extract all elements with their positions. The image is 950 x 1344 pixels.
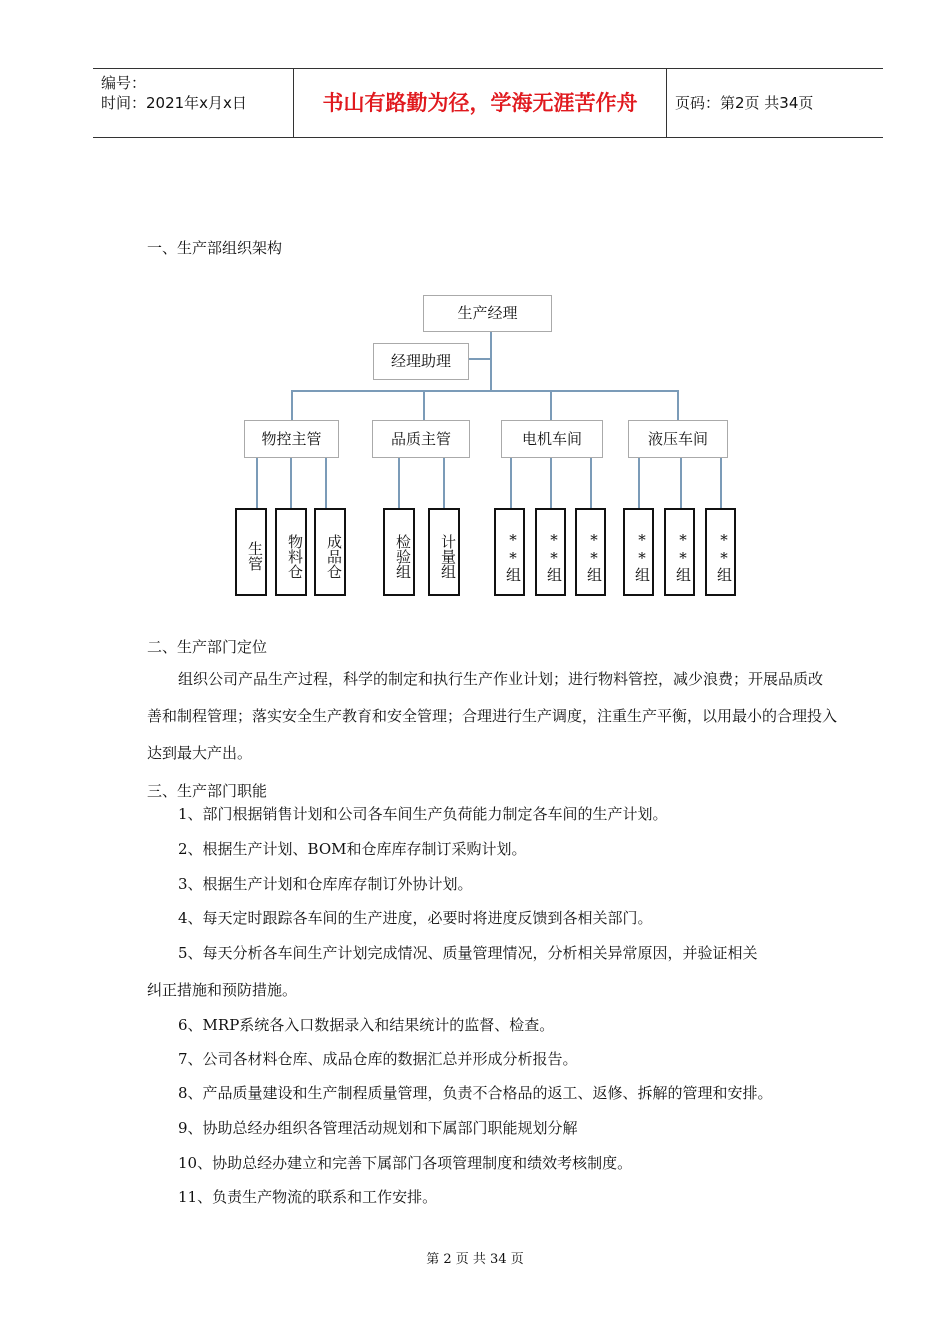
number-label: 编号： <box>101 74 147 92</box>
page-header <box>93 68 883 138</box>
connector-line <box>720 458 722 508</box>
connector-line <box>638 458 640 508</box>
org-node-sub: **组 <box>575 508 606 596</box>
connector-line <box>291 390 679 392</box>
connector-line <box>256 458 258 508</box>
org-node-sub: **组 <box>494 508 525 596</box>
org-node-dept: 品质主管 <box>372 420 470 458</box>
connector-line <box>325 458 327 508</box>
org-node-assistant: 经理助理 <box>373 343 469 380</box>
list-item: 1、部门根据销售计划和公司各车间生产负荷能力制定各车间的生产计划。 <box>178 805 668 823</box>
list-item: 5、每天分析各车间生产计划完成情况、质量管理情况，分析相关异常原因，并验证相关 <box>178 944 758 962</box>
org-node-manager: 生产经理 <box>423 295 552 332</box>
org-node-dept: 液压车间 <box>628 420 728 458</box>
list-item: 9、协助总经办组织各管理活动规划和下属部门职能规划分解 <box>178 1119 578 1137</box>
time-label: 时间：2021年x月x日 <box>101 94 247 112</box>
page-footer: 第 2 页 共 34 页 <box>426 1252 524 1267</box>
list-item: 11、负责生产物流的联系和工作安排。 <box>178 1188 438 1206</box>
list-item: 3、根据生产计划和仓库库存制订外协计划。 <box>178 875 473 893</box>
header-meta <box>101 73 291 113</box>
org-node-sub: **组 <box>535 508 566 596</box>
connector-line <box>550 390 552 420</box>
connector-line <box>550 458 552 508</box>
org-node-sub: 生管 <box>235 508 267 596</box>
list-item: 10、协助总经办建立和完善下属部门各项管理制度和绩效考核制度。 <box>178 1154 633 1172</box>
connector-line <box>423 390 425 420</box>
connector-line <box>398 458 400 508</box>
connector-line <box>510 458 512 508</box>
header-page-info: 页码：第2页 共34页 <box>675 94 814 112</box>
org-node-sub: 检验组 <box>383 508 415 596</box>
connector-line <box>490 332 492 392</box>
header-divider <box>666 69 667 137</box>
connector-line <box>677 390 679 420</box>
connector-line <box>443 458 445 508</box>
org-node-sub: **组 <box>705 508 736 596</box>
org-node-sub: 物料仓 <box>275 508 307 596</box>
section-title-3: 三、生产部门职能 <box>147 782 268 800</box>
connector-line <box>291 390 293 420</box>
org-node-dept: 电机车间 <box>501 420 603 458</box>
list-item: 7、公司各材料仓库、成品仓库的数据汇总并形成分析报告。 <box>178 1050 578 1068</box>
connector-line <box>680 458 682 508</box>
list-item: 8、产品质量建设和生产制程质量管理，负责不合格品的返工、返修、拆解的管理和安排。 <box>178 1084 773 1102</box>
list-item: 纠正措施和预防措施。 <box>147 981 298 999</box>
list-item: 2、根据生产计划、BOM和仓库库存制订采购计划。 <box>178 840 527 858</box>
org-node-sub: 计量组 <box>428 508 460 596</box>
org-node-dept: 物控主管 <box>244 420 339 458</box>
list-item: 6、MRP系统各入口数据录入和结果统计的监督、检查。 <box>178 1016 555 1034</box>
connector-line <box>468 358 490 360</box>
section-body-2: 组织公司产品生产过程，科学的制定和执行生产作业计划；进行物料管控，减少浪费；开展品质改善和制程管理；落实安全生产教育和安全管理；合理进行生产调度，注重生产平衡，以用最小的合理投入达到最大产出。 <box>147 670 838 762</box>
org-node-sub: **组 <box>623 508 654 596</box>
org-node-sub: **组 <box>664 508 695 596</box>
list-item: 4、每天定时跟踪各车间的生产进度，必要时将进度反馈到各相关部门。 <box>178 909 653 927</box>
header-motto: 书山有路勤为径，学海无涯苦作舟 <box>322 91 638 115</box>
section-title-2: 二、生产部门定位 <box>147 638 268 656</box>
connector-line <box>290 458 292 508</box>
section-title-1: 一、生产部组织架构 <box>147 239 283 257</box>
connector-line <box>590 458 592 508</box>
org-node-sub: 成品仓 <box>314 508 346 596</box>
